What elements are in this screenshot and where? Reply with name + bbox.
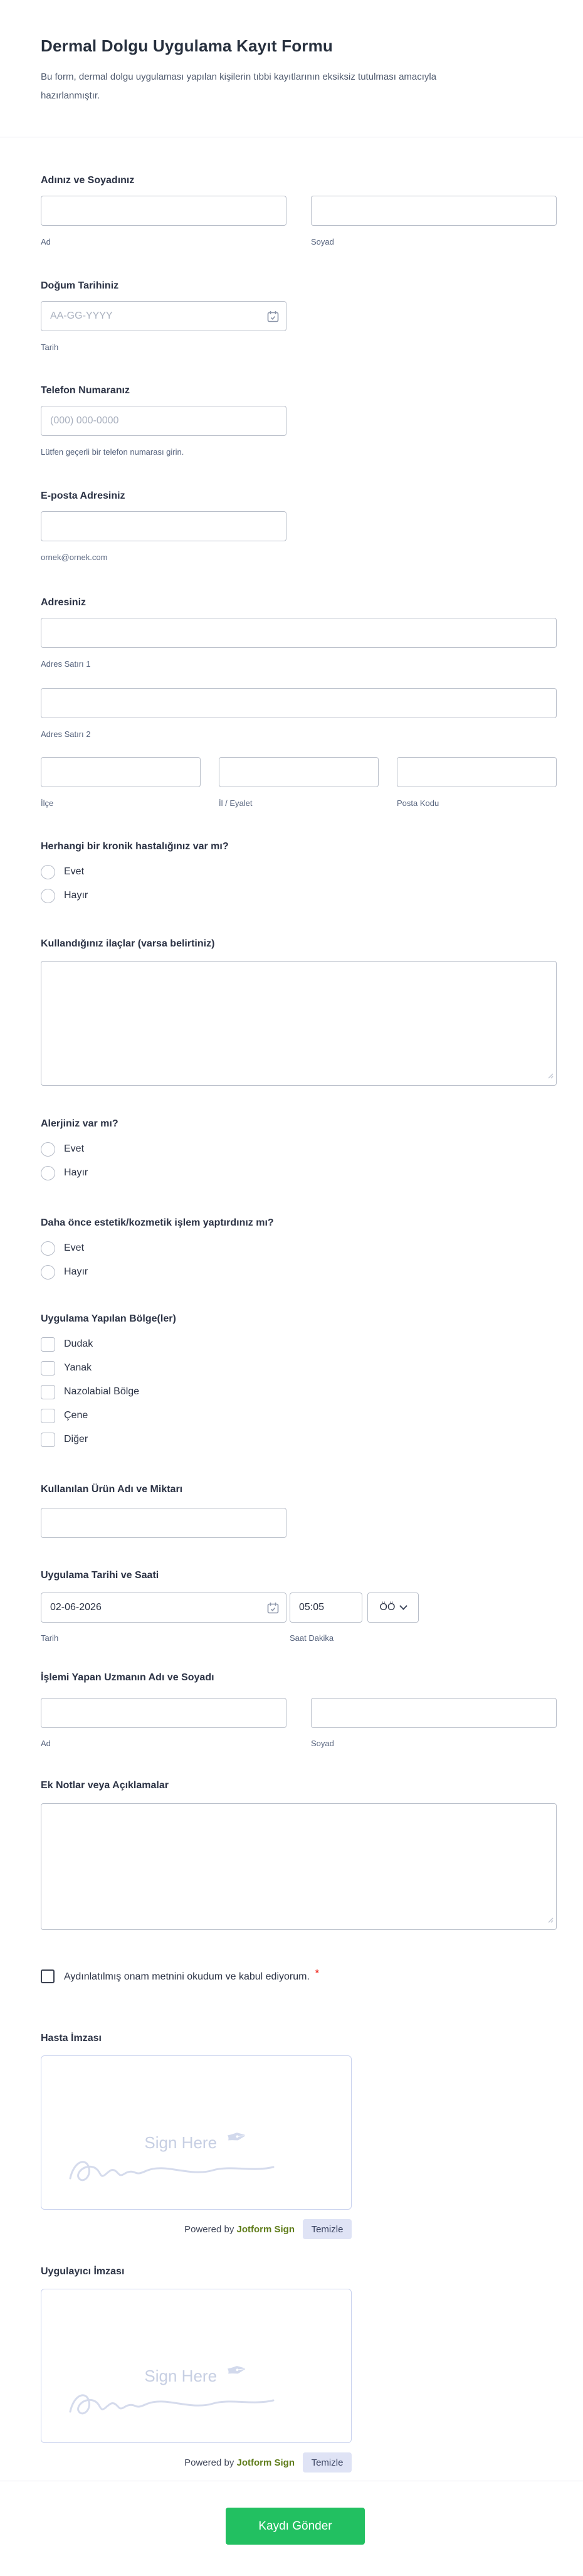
practitioner-first-name-input[interactable] [41, 1698, 286, 1728]
checkbox-icon[interactable] [41, 1361, 55, 1375]
page-title: Dermal Dolgu Uygulama Kayıt Formu [41, 36, 334, 55]
field-full-name [41, 174, 557, 247]
time-sublabel: Saat Dakika [290, 1633, 334, 1643]
chronic-label: Herhangi bir kronik hastalığınız var mı? [41, 841, 229, 852]
region-option-cene[interactable] [41, 1408, 557, 1423]
sign-here-hint: Sign Here [144, 2133, 218, 2152]
regions-label: Uygulama Yapılan Bölge(ler) [41, 1313, 176, 1324]
address-state-input[interactable] [219, 757, 379, 787]
field-notes [41, 1779, 557, 1930]
ampm-select[interactable] [367, 1593, 419, 1623]
notes-textarea[interactable] [41, 1803, 557, 1930]
allergy-option-evet[interactable] [41, 1142, 557, 1157]
phone-sublabel: Lütfen geçerli bir telefon numarası girin. [41, 447, 184, 457]
first-name-input[interactable] [41, 196, 286, 226]
field-phone [41, 384, 557, 457]
previous-option-evet[interactable] [41, 1241, 557, 1256]
chronic-option-hayir[interactable] [41, 888, 557, 903]
option-label: Hayır [64, 1167, 88, 1178]
address-city-sublabel: İlçe [41, 798, 54, 808]
required-asterisk: * [315, 1968, 319, 1978]
jotform-sign-brand[interactable]: Jotform Sign [236, 2224, 295, 2235]
medications-textarea[interactable] [41, 961, 557, 1086]
field-birth-date [41, 280, 557, 352]
address-line1-input[interactable] [41, 618, 557, 648]
address-zip-sublabel: Posta Kodu [397, 798, 439, 808]
option-label: Yanak [64, 1362, 92, 1373]
field-consent [41, 1969, 557, 1984]
field-regions [41, 1313, 557, 1456]
address-line1-sublabel: Adres Satırı 1 [41, 659, 91, 669]
field-previous-procedure [41, 1217, 557, 1288]
product-input[interactable] [41, 1508, 286, 1538]
option-label: Evet [64, 1143, 85, 1154]
option-label: Nazolabial Bölge [64, 1386, 140, 1397]
last-name-input[interactable] [311, 196, 557, 226]
ampm-value: ÖÖ [379, 1602, 396, 1613]
sign-here-hint: Sign Here [144, 2366, 218, 2385]
checkbox-icon[interactable] [41, 1337, 55, 1352]
address-state-sublabel: İl / Eyalet [219, 798, 253, 808]
field-chronic-disease [41, 840, 557, 912]
signature-scribble [65, 2373, 278, 2426]
patient-signature-label: Hasta İmzası [41, 2033, 102, 2043]
powered-by-label: Powered by [184, 2224, 234, 2235]
radio-icon[interactable] [41, 1265, 55, 1280]
full-name-label: Adınız ve Soyadınız [41, 175, 135, 186]
medications-label: Kullandığınız ilaçlar (varsa belirtiniz) [41, 938, 215, 949]
field-email [41, 490, 557, 563]
address-line2-input[interactable] [41, 688, 557, 718]
application-date-input[interactable] [41, 1593, 286, 1623]
form-description: Bu form, dermal dolgu uygulaması yapılan kişilerin tıbbi kayıtlarının eksiksiz tutulması amacıyla hazırlanmıştır. [41, 72, 437, 101]
first-name-sublabel: Ad [41, 237, 51, 246]
checkbox-icon[interactable] [41, 1385, 55, 1399]
practitioner-first-sublabel: Ad [41, 1739, 51, 1748]
email-input[interactable] [41, 511, 286, 541]
birth-date-label: Doğum Tarihiniz [41, 280, 119, 291]
option-label: Hayır [64, 1266, 88, 1277]
powered-by-text [184, 2224, 295, 2235]
option-label: Diğer [64, 1434, 88, 1444]
checkbox-icon[interactable] [41, 1409, 55, 1423]
consent-checkbox[interactable] [41, 1969, 55, 1983]
checkbox-icon[interactable] [41, 1433, 55, 1447]
option-label: Evet [64, 866, 85, 877]
field-practitioner-name [41, 1672, 557, 1749]
pen-nib-icon: ✒ [224, 2122, 249, 2153]
radio-icon[interactable] [41, 1241, 55, 1256]
radio-icon[interactable] [41, 889, 55, 903]
product-label: Kullanılan Ürün Adı ve Miktarı [41, 1484, 183, 1495]
field-product [41, 1483, 557, 1538]
address-zip-input[interactable] [397, 757, 557, 787]
email-label: E-posta Adresiniz [41, 490, 125, 501]
practitioner-label: İşlemi Yapan Uzmanın Adı ve Soyadı [41, 1672, 214, 1683]
field-practitioner-signature [41, 2266, 557, 2473]
patient-signature-pad[interactable] [41, 2055, 352, 2210]
option-label: Dudak [64, 1338, 93, 1349]
datetime-label: Uygulama Tarihi ve Saati [41, 1570, 159, 1581]
field-application-datetime [41, 1569, 557, 1643]
address-line2-sublabel: Adres Satırı 2 [41, 729, 91, 739]
previous-label: Daha önce estetik/kozmetik işlem yaptırdınız mı? [41, 1217, 274, 1228]
clear-signature-button[interactable]: Temizle [303, 2219, 352, 2239]
resize-handle-icon[interactable] [547, 1071, 554, 1082]
radio-icon[interactable] [41, 1142, 55, 1157]
option-label: Hayır [64, 890, 88, 901]
application-time-input[interactable] [290, 1593, 362, 1623]
powered-by-text [184, 2457, 295, 2468]
region-option-yanak[interactable] [41, 1360, 557, 1375]
email-sublabel: ornek@ornek.com [41, 553, 108, 562]
consent-label: Aydınlatılmış onam metnini okudum ve kabul ediyorum. [64, 1971, 310, 1982]
field-patient-signature [41, 2032, 557, 2239]
radio-icon[interactable] [41, 1166, 55, 1180]
practitioner-last-sublabel: Soyad [311, 1739, 334, 1748]
consent-row[interactable] [41, 1969, 557, 1984]
jotform-sign-brand[interactable]: Jotform Sign [236, 2457, 295, 2468]
field-address [41, 596, 557, 808]
birth-date-input[interactable] [41, 301, 286, 331]
practitioner-signature-label: Uygulayıcı İmzası [41, 2266, 125, 2277]
practitioner-last-name-input[interactable] [311, 1698, 557, 1728]
option-label: Çene [64, 1410, 88, 1421]
resize-handle-icon[interactable] [547, 1915, 554, 1926]
option-label: Evet [64, 1243, 85, 1253]
date-sublabel: Tarih [41, 1633, 59, 1643]
field-allergy [41, 1118, 557, 1189]
allergy-label: Alerjiniz var mı? [41, 1118, 118, 1129]
practitioner-signature-pad[interactable] [41, 2289, 352, 2443]
chronic-option-evet[interactable] [41, 864, 557, 879]
clear-signature-button[interactable]: Temizle [303, 2452, 352, 2473]
region-option-diger[interactable] [41, 1432, 557, 1447]
submit-button[interactable]: Kaydı Gönder [226, 2508, 365, 2545]
powered-by-label: Powered by [184, 2457, 234, 2468]
region-option-nazolabial[interactable] [41, 1384, 557, 1399]
radio-icon[interactable] [41, 865, 55, 879]
phone-input[interactable] [41, 406, 286, 436]
pen-nib-icon: ✒ [224, 2355, 249, 2387]
notes-label: Ek Notlar veya Açıklamalar [41, 1780, 169, 1791]
last-name-sublabel: Soyad [311, 237, 334, 246]
region-option-dudak[interactable] [41, 1337, 557, 1352]
signature-scribble [65, 2139, 278, 2193]
chevron-down-icon [400, 1602, 408, 1610]
address-city-input[interactable] [41, 757, 201, 787]
allergy-option-hayir[interactable] [41, 1165, 557, 1180]
birth-date-sublabel: Tarih [41, 342, 59, 352]
address-label: Adresiniz [41, 597, 87, 608]
field-medications [41, 938, 557, 1086]
phone-label: Telefon Numaranız [41, 385, 130, 396]
previous-option-hayir[interactable] [41, 1264, 557, 1280]
